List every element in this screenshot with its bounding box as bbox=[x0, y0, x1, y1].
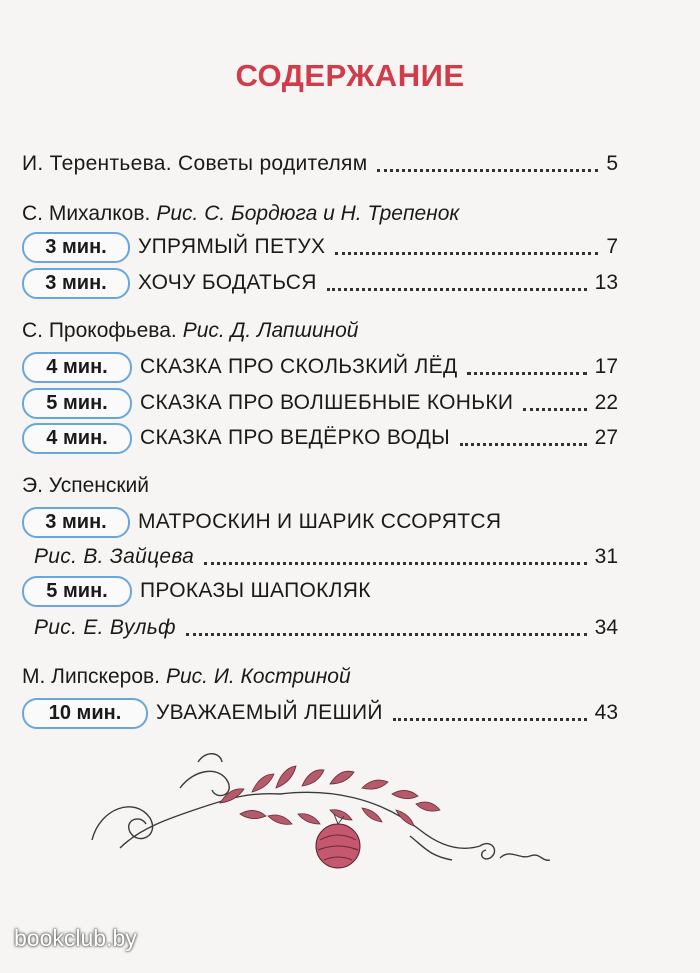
dot-leader bbox=[393, 717, 587, 721]
toc-illustrator-line bbox=[22, 540, 618, 574]
dot-leader bbox=[523, 407, 586, 411]
story-title: МАТРОСКИН И ШАРИК ССОРЯТСЯ bbox=[138, 510, 502, 533]
illustrator-credit: Рис. Д. Лапшиной bbox=[182, 319, 359, 342]
flower-bud bbox=[316, 814, 360, 868]
reading-time-badge: 4 мин. bbox=[22, 352, 132, 383]
dot-leader bbox=[460, 442, 587, 446]
reading-time-badge: 10 мин. bbox=[22, 698, 148, 729]
page-number: 34 bbox=[594, 616, 618, 639]
reading-time-badge: 3 мин. bbox=[22, 268, 130, 299]
dot-leader bbox=[335, 251, 598, 255]
toc-entry bbox=[22, 505, 618, 539]
dot-leader bbox=[204, 561, 586, 565]
toc-entry-intro bbox=[22, 147, 618, 181]
toc-illustrator-line bbox=[22, 611, 618, 645]
author-name: М. Липскеров. bbox=[22, 665, 160, 688]
toc-entry bbox=[22, 421, 618, 455]
toc-entry-text: И. Терентьева. Советы родителям bbox=[22, 152, 368, 175]
page-number: 31 bbox=[594, 545, 618, 568]
story-title: УПРЯМЫЙ ПЕТУХ bbox=[138, 235, 326, 258]
toc-entry bbox=[22, 696, 618, 730]
story-title: СКАЗКА ПРО ВЕДЁРКО ВОДЫ bbox=[140, 426, 451, 449]
author-name: С. Михалков. bbox=[22, 202, 151, 225]
page-title: СОДЕРЖАНИЕ bbox=[235, 58, 465, 93]
story-title: СКАЗКА ПРО СКОЛЬЗКИЙ ЛЁД bbox=[140, 355, 458, 378]
illustrator-credit: Рис. Е. Вульф bbox=[34, 616, 176, 639]
watermark: bookclub.by bbox=[14, 925, 137, 951]
page-number: 5 bbox=[606, 152, 618, 175]
page-number: 43 bbox=[594, 701, 618, 724]
page-number: 27 bbox=[594, 426, 618, 449]
story-title: ХОЧУ БОДАТЬСЯ bbox=[138, 271, 317, 294]
illustrator-credit: Рис. В. Зайцева bbox=[34, 545, 195, 568]
reading-time-badge: 3 мин. bbox=[22, 507, 130, 538]
author-heading bbox=[22, 316, 358, 346]
toc-entry bbox=[22, 386, 618, 420]
page-number: 13 bbox=[594, 271, 618, 294]
author-heading bbox=[22, 471, 149, 501]
author-name: С. Прокофьева. bbox=[22, 319, 177, 342]
author-heading bbox=[22, 199, 459, 229]
toc-entry bbox=[22, 266, 618, 300]
toc-entry bbox=[22, 574, 618, 608]
reading-time-badge: 3 мин. bbox=[22, 232, 130, 263]
page-number: 7 bbox=[606, 235, 618, 258]
toc-entry bbox=[22, 230, 618, 264]
toc-entry bbox=[22, 350, 618, 384]
page-number: 22 bbox=[594, 391, 618, 414]
author-heading bbox=[22, 662, 351, 692]
author-name: Э. Успенский bbox=[22, 474, 149, 497]
dot-leader bbox=[467, 371, 586, 375]
story-title: УВАЖАЕМЫЙ ЛЕШИЙ bbox=[156, 701, 383, 724]
reading-time-badge: 5 мин. bbox=[22, 388, 132, 419]
dot-leader bbox=[377, 168, 598, 172]
reading-time-badge: 4 мин. bbox=[22, 423, 132, 454]
illustrator-credit: Рис. С. Бордюга и Н. Трепенок bbox=[156, 202, 460, 225]
reading-time-badge: 5 мин. bbox=[22, 576, 132, 607]
story-title: СКАЗКА ПРО ВОЛШЕБНЫЕ КОНЬКИ bbox=[140, 391, 514, 414]
story-title: ПРОКАЗЫ ШАПОКЛЯК bbox=[140, 579, 371, 602]
illustrator-credit: Рис. И. Костриной bbox=[166, 665, 351, 688]
page-number: 17 bbox=[594, 355, 618, 378]
floral-ornament-illustration bbox=[80, 748, 560, 898]
dot-leader bbox=[327, 287, 587, 291]
dot-leader bbox=[186, 632, 587, 636]
